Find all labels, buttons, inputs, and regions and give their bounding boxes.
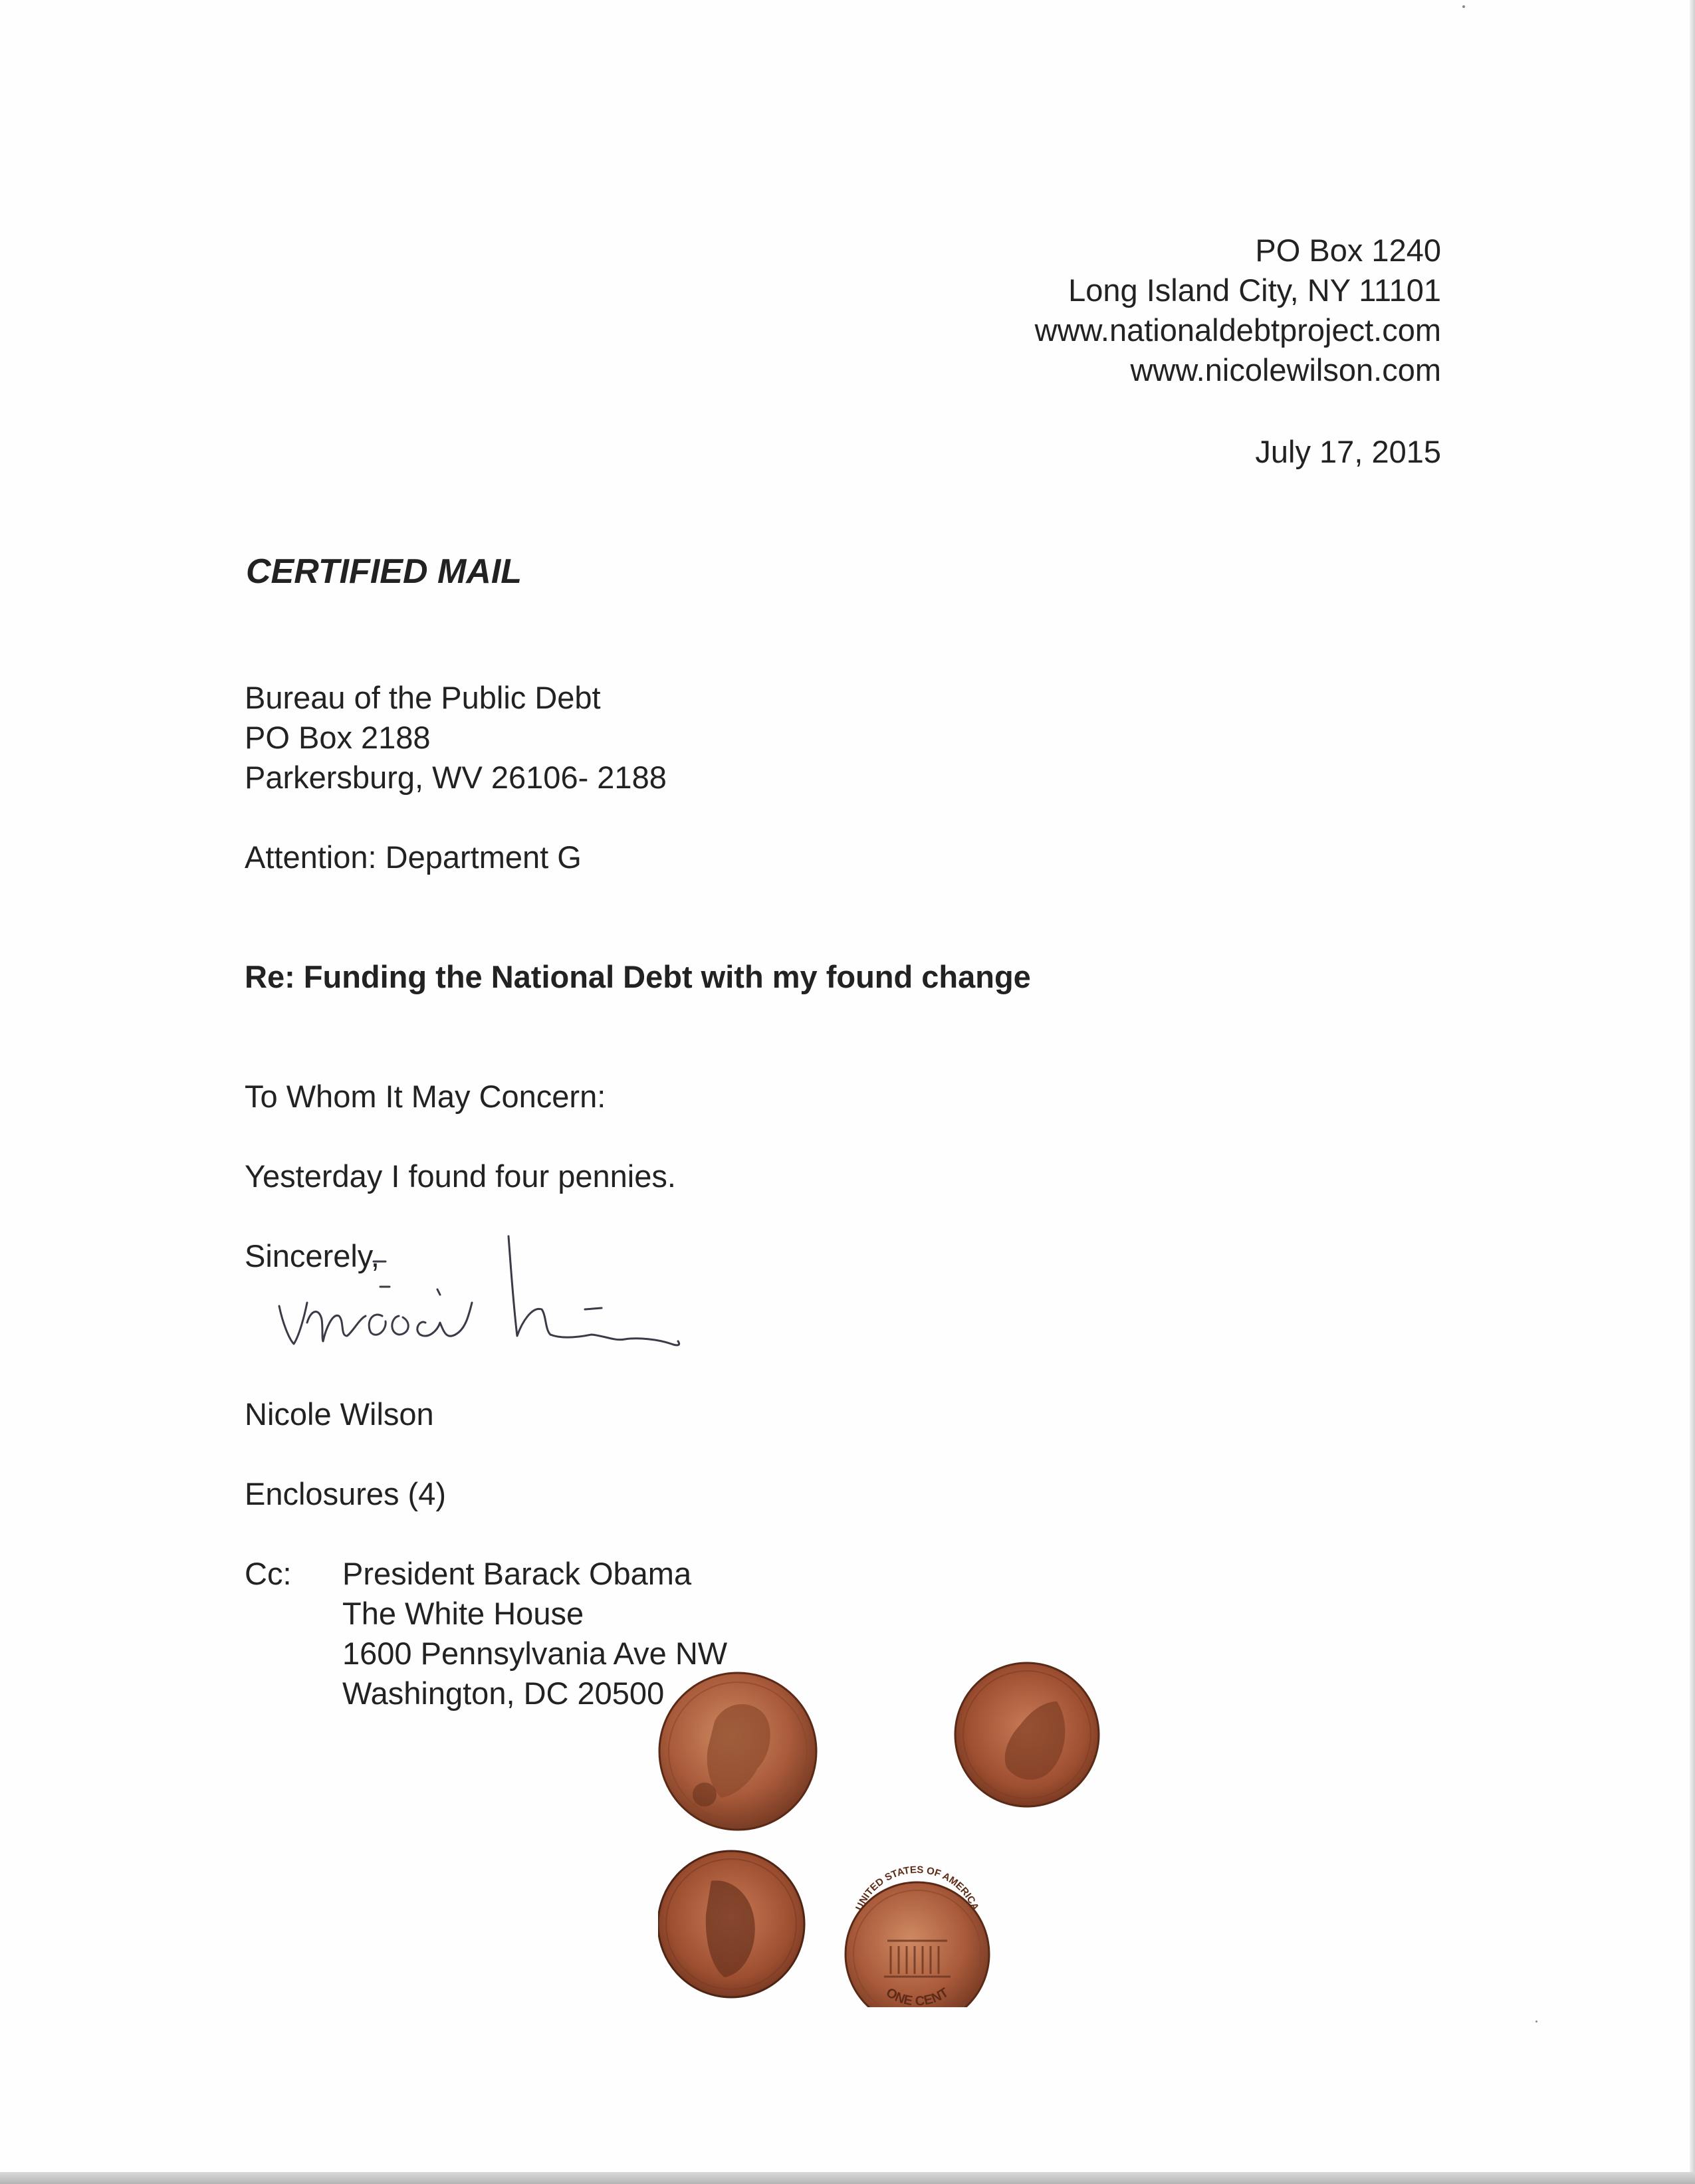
cc-address-line: 1600 Pennsylvania Ave NW (342, 1636, 728, 1671)
subject-line: Re: Funding the National Debt with my found change (245, 959, 1031, 994)
penny-obverse-worn (659, 1673, 816, 1830)
recipient-address-line: PO Box 2188 (245, 720, 431, 755)
sender-address-line: PO Box 1240 (1255, 233, 1441, 268)
delivery-method-heading: CERTIFIED MAIL (246, 552, 522, 591)
cc-address-line: Washington, DC 20500 (342, 1676, 665, 1711)
penny-obverse-bright (955, 1663, 1099, 1806)
penny-motto: UNITED STATES OF AMERICA (853, 1864, 981, 1913)
attention-line: Attention: Department G (245, 839, 582, 875)
handwritten-signature (266, 1223, 705, 1356)
penny-reverse (846, 1864, 989, 2007)
scan-edge (0, 2172, 1695, 2184)
enclosed-pennies (658, 1662, 1110, 2007)
closing: Sincerely, (245, 1238, 380, 1273)
enclosures-note: Enclosures (4) (245, 1476, 446, 1511)
cc-name: President Barack Obama (342, 1556, 692, 1591)
sender-address-block (1035, 231, 1441, 390)
cc-label: Cc: (245, 1556, 292, 1591)
scan-speck (1462, 5, 1465, 8)
scan-edge (1690, 0, 1695, 2184)
letter-date: July 17, 2015 (1255, 434, 1441, 469)
recipient-name: Bureau of the Public Debt (245, 680, 601, 715)
signer-name: Nicole Wilson (245, 1396, 434, 1432)
scan-speck (1535, 2020, 1537, 2022)
recipient-address-line: Parkersburg, WV 26106- 2188 (245, 760, 667, 795)
salutation: To Whom It May Concern: (245, 1079, 606, 1114)
letter-body: Yesterday I found four pennies. (245, 1158, 676, 1194)
penny-obverse-dark (658, 1851, 804, 1997)
recipient-address-block (245, 678, 667, 798)
sender-website-link[interactable]: www.nicolewilson.com (1130, 352, 1441, 387)
penny-denomination: ONE CENT (883, 1985, 952, 2007)
cc-address-line: The White House (342, 1596, 584, 1631)
sender-address-line: Long Island City, NY 11101 (1068, 273, 1441, 308)
sender-website-link[interactable]: www.nationaldebtproject.com (1034, 312, 1441, 348)
